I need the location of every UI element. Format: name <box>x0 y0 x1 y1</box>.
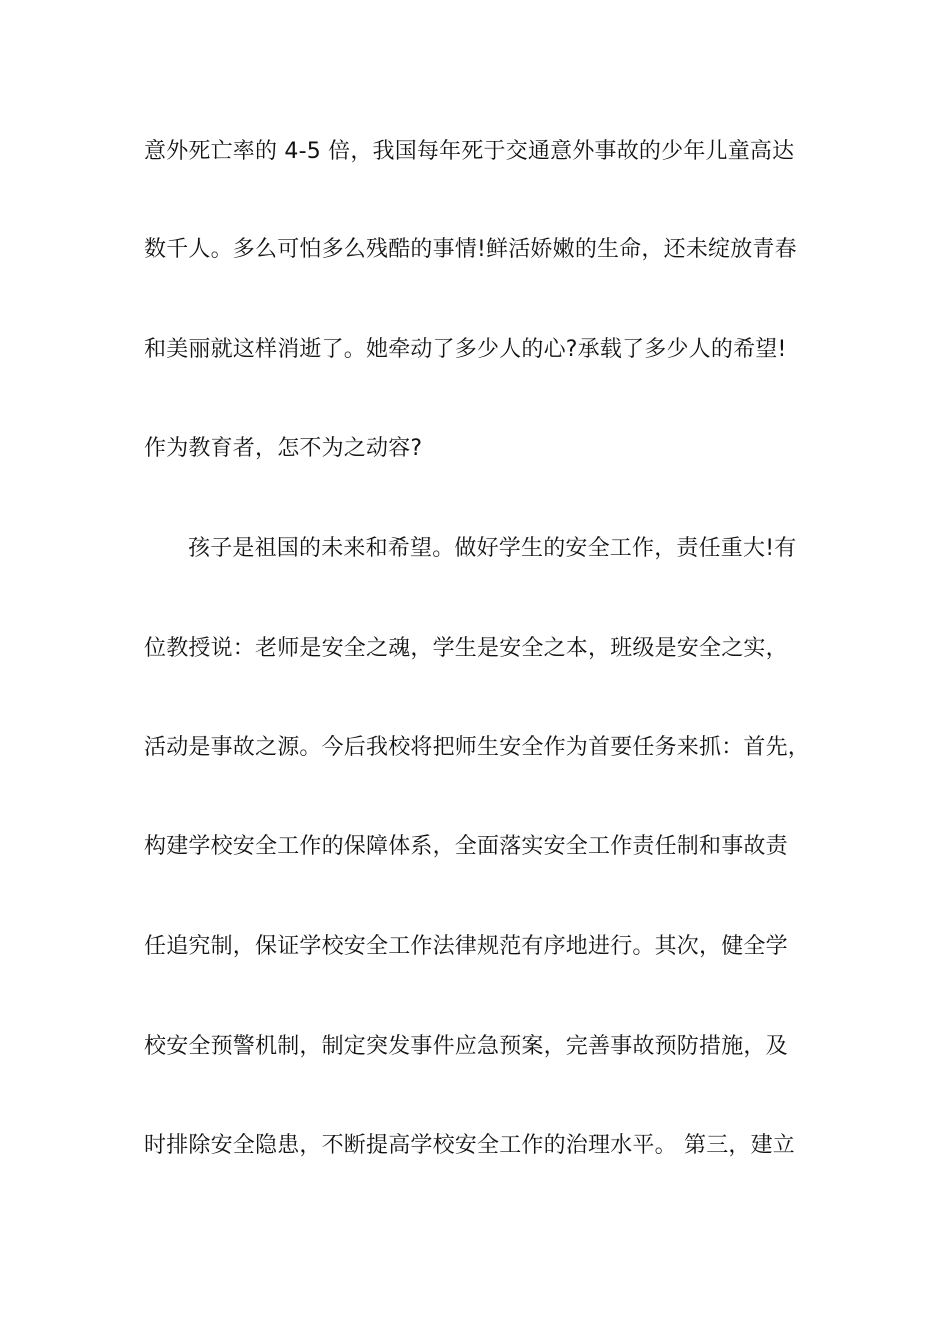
text-line: 时排除安全隐患，不断提高学校安全工作的治理水平。 第三，建立 <box>144 1133 795 1158</box>
text-line: 任追究制，保证学校安全工作法律规范有序地进行。其次，健全学 <box>144 934 788 959</box>
text-line: 校安全预警机制，制定突发事件应急预案，完善事故预防措施，及 <box>144 1034 788 1059</box>
text-line: 数千人。多么可怕多么残酷的事情!鲜活娇嫩的生命，还未绽放青春 <box>144 237 797 262</box>
text-line: 活动是事故之源。今后我校将把师生安全作为首要任务来抓：首先， <box>144 735 811 760</box>
text-line: 位教授说：老师是安全之魂，学生是安全之本，班级是安全之实， <box>144 636 788 661</box>
paragraph-start-line: 孩子是祖国的未来和希望。做好学生的安全工作，责任重大!有 <box>188 536 797 561</box>
text-line: 作为教育者，怎不为之动容? <box>144 436 423 461</box>
text-line: 和美丽就这样消逝了。她牵动了多少人的心?承载了多少人的希望! <box>144 337 787 362</box>
text-line: 构建学校安全工作的保障体系，全面落实安全工作责任制和事故责 <box>144 834 788 859</box>
text-line: 意外死亡率的 4-5 倍，我国每年死于交通意外事故的少年儿童高达 <box>144 139 795 164</box>
